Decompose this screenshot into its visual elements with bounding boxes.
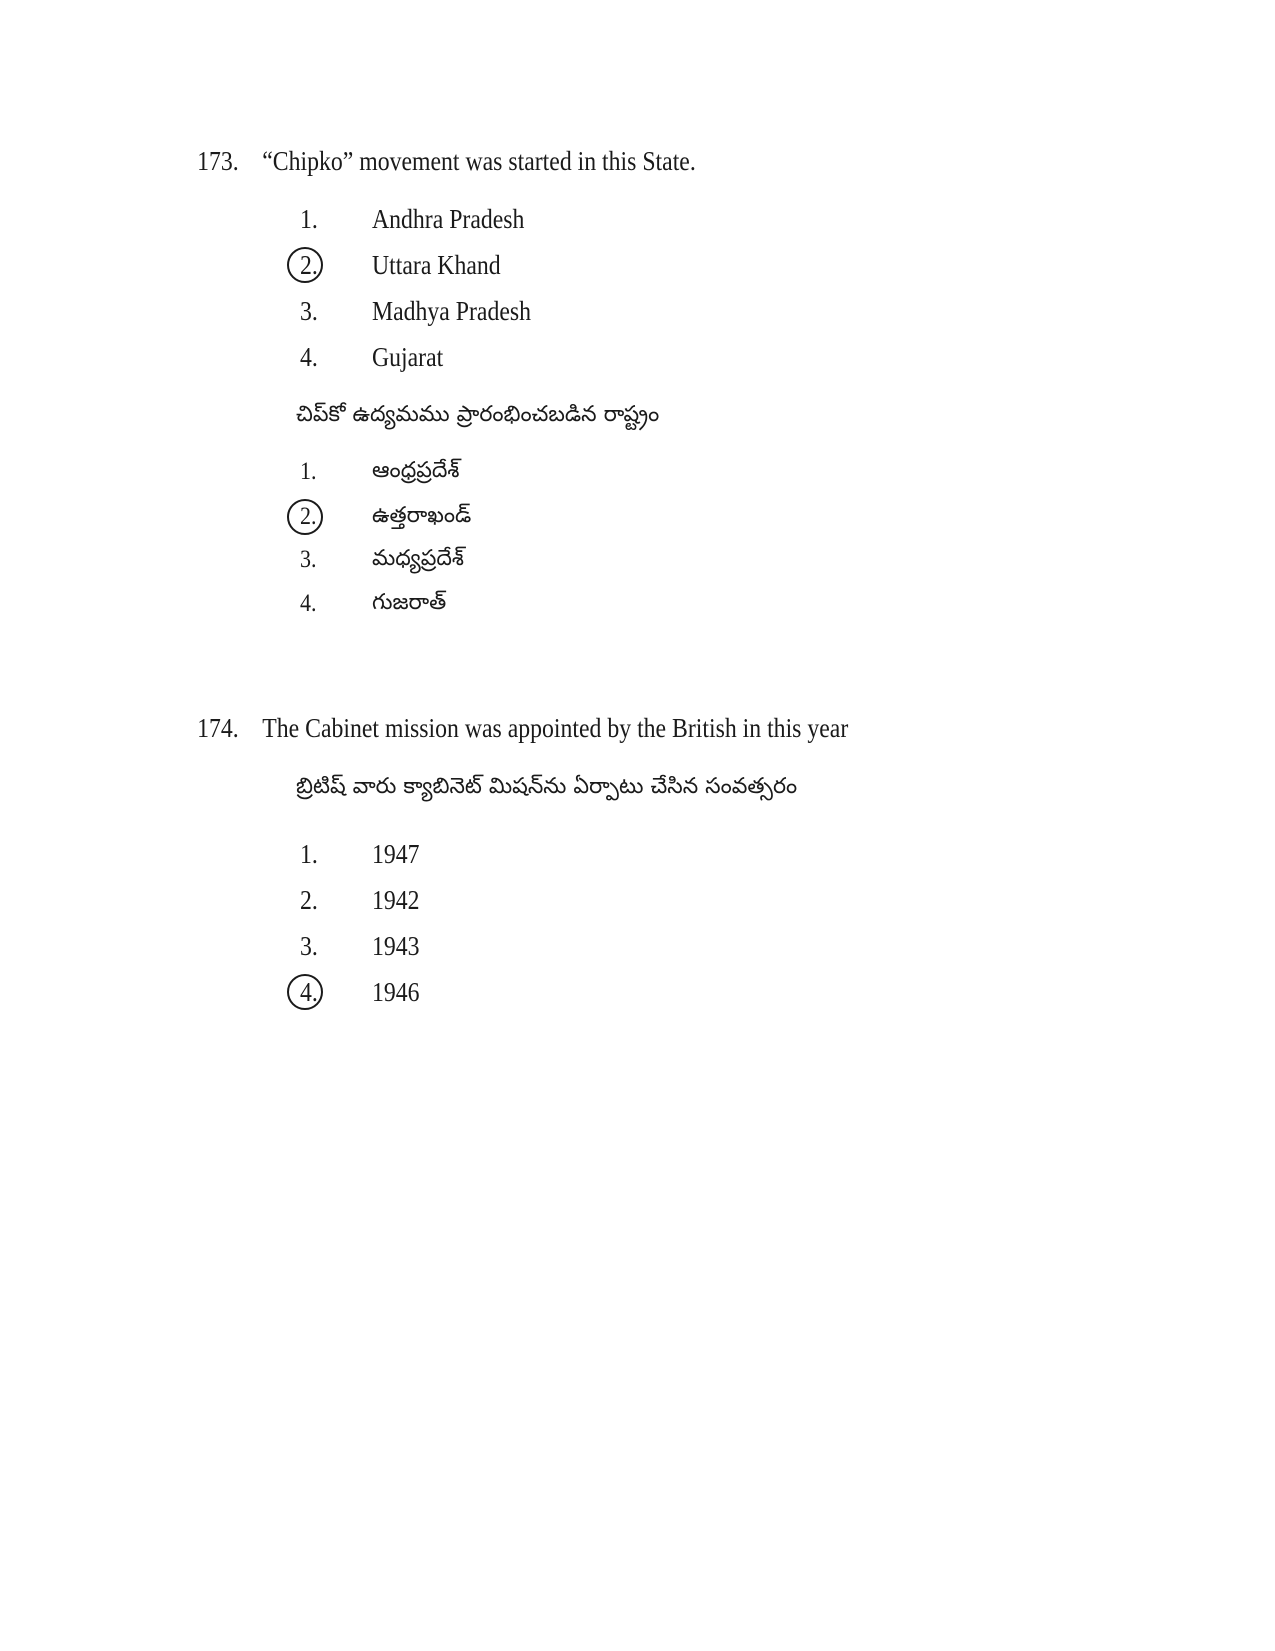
option-en-3[interactable] (0, 296, 1275, 336)
option-en-4[interactable] (0, 342, 1275, 382)
option-number: 3. (300, 296, 318, 326)
option-number: 1. (300, 839, 318, 869)
option-label: 1943 (372, 931, 420, 961)
option-en-2[interactable] (0, 250, 1275, 290)
option-label: ఉత్తరాఖండ్ (372, 503, 472, 528)
question-text-en: The Cabinet mission was appointed by the British in this year (262, 713, 849, 743)
question-number: 174. (197, 713, 239, 743)
option-te-1[interactable] (0, 458, 1275, 498)
option-number: 3. (300, 546, 317, 573)
option-2[interactable] (0, 885, 1275, 925)
option-1[interactable] (0, 839, 1275, 879)
option-label: 1946 (372, 977, 420, 1007)
option-label: 1942 (372, 885, 420, 915)
option-number: 2. (300, 885, 318, 915)
question-text-te: బ్రిటిష్ వారు క్యాబినెట్ మిషన్‌ను ఏర్పాటు చేసిన సంవత్సరం (296, 774, 798, 799)
option-label: గుజరాత్ (372, 590, 447, 615)
question-text-te: చిప్‌కో ఉద్యమము ప్రారంభించబడిన రాష్ట్రం (296, 402, 660, 427)
option-number: 2. (300, 503, 317, 530)
option-label: Gujarat (372, 342, 444, 372)
option-4[interactable] (0, 977, 1275, 1017)
option-number: 4. (300, 590, 317, 617)
option-label: Uttara Khand (372, 250, 501, 280)
option-label: మధ్యప్రదేశ్ (372, 546, 465, 571)
option-number: 3. (300, 931, 318, 961)
option-label: ఆంధ్రప్రదేశ్ (372, 458, 460, 483)
option-label: 1947 (372, 839, 420, 869)
option-number: 4. (300, 977, 318, 1007)
question-text-en: “Chipko” movement was started in this State. (262, 146, 696, 176)
option-te-2[interactable] (0, 503, 1275, 543)
option-label: Andhra Pradesh (372, 204, 525, 234)
option-number: 1. (300, 204, 318, 234)
option-te-4[interactable] (0, 590, 1275, 630)
option-number: 1. (300, 458, 317, 485)
option-en-1[interactable] (0, 204, 1275, 244)
option-3[interactable] (0, 931, 1275, 971)
option-number: 2. (300, 250, 318, 280)
option-number: 4. (300, 342, 318, 372)
option-label: Madhya Pradesh (372, 296, 532, 326)
option-te-3[interactable] (0, 546, 1275, 586)
question-number: 173. (197, 146, 239, 176)
